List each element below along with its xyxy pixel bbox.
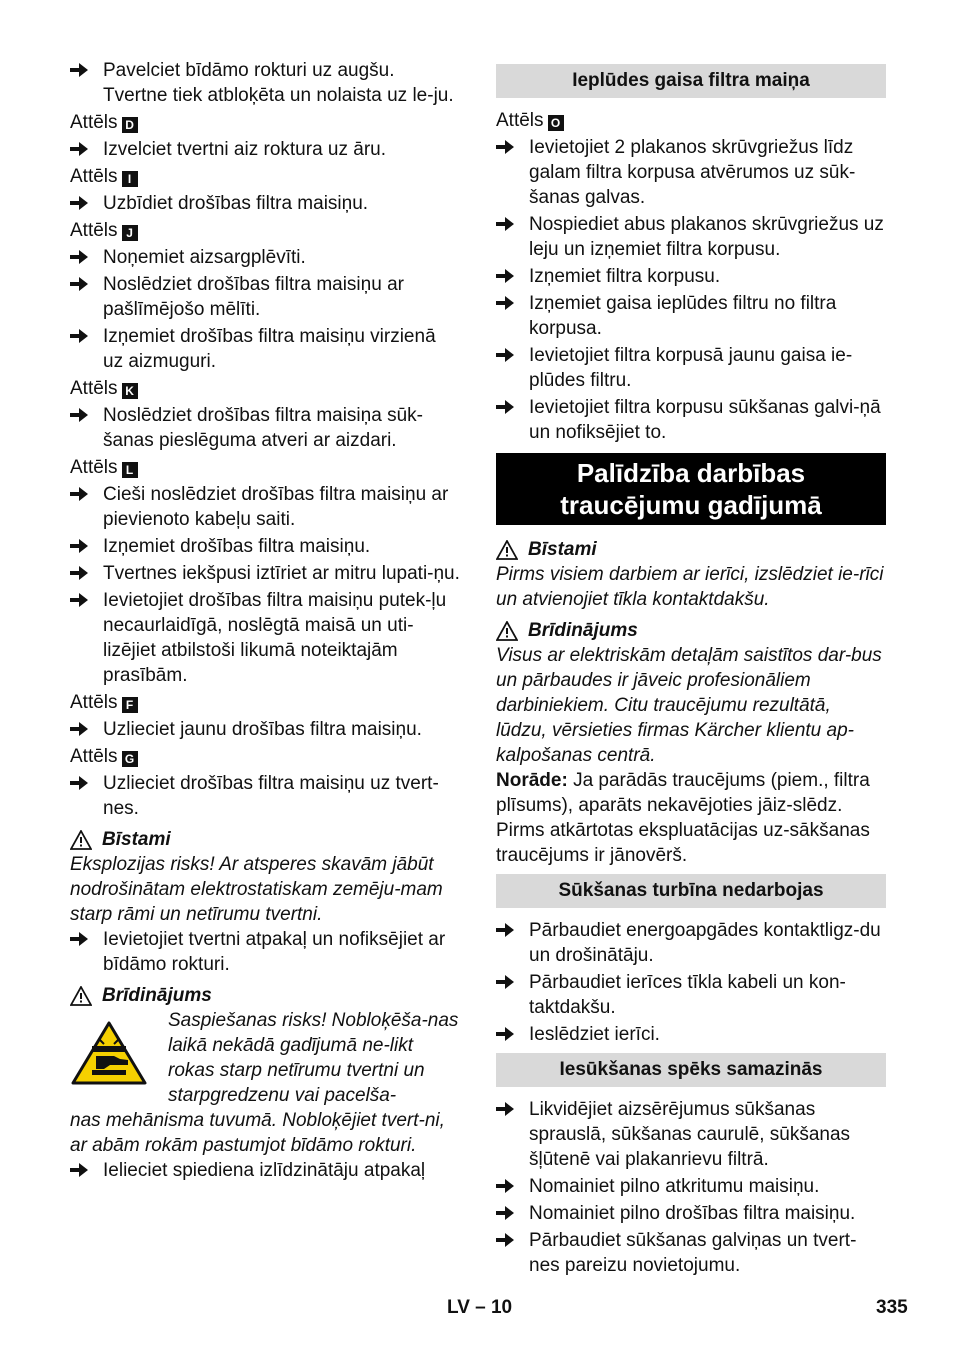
arrow-icon [496,395,529,420]
danger-text: Eksplozijas risks! Ar atsperes skavām jābūt nodrošinātam elektrostatiskam zemēju-mam starp rāmi un netīrumu tvertni. [70,854,443,925]
warning-heading: Brīdinājums [496,618,886,643]
danger-heading: Bīstami [70,827,460,852]
arrow-icon [70,927,103,952]
warning-heading: Brīdinājums [70,983,460,1008]
list-item: Nomainiet pilno atkritumu maisiņu. [496,1174,886,1199]
list-item: Noņemiet aizsargplēvīti. [70,245,460,270]
arrow-icon [496,1228,529,1253]
arrow-icon [496,1022,529,1047]
arrow-icon [70,403,103,428]
list-item: Nomainiet pilno drošības filtra maisiņu. [496,1201,886,1226]
list-item: Izņemiet gaisa ieplūdes filtru no filtra korpusa. [496,291,886,341]
figure-ref: Attēls O [496,108,886,133]
arrow-icon [496,1097,529,1122]
arrow-icon [70,137,103,162]
section-heading: Sūkšanas turbīna nedarbojas [496,874,886,908]
chapter-heading: Palīdzība darbības traucējumu gadījumā [496,453,886,525]
list-item: Noslēdziet drošības filtra maisiņu ar pašlīmējošo mēlīti. [70,272,460,322]
pinch-warning [70,1008,460,1108]
list-item: Pārbaudiet sūkšanas galviņas un tvert-nes pareizu novietojumu. [496,1228,886,1278]
left-column [70,58,460,1185]
list-item: Pavelciet bīdāmo rokturi uz augšu. Tvertne tiek atbloķēta un nolaista uz le-ju. [70,58,460,108]
list-item: Ielieciet spiediena izlīdzinātāju atpakaļ [70,1158,460,1183]
arrow-icon [70,561,103,586]
arrow-icon [496,970,529,995]
list-item: Ievietojiet filtra korpusā jaunu gaisa ie-plūdes filtru. [496,343,886,393]
figure-ref: Attēls G [70,744,460,769]
page-number: 335 [876,1297,908,1318]
arrow-icon [70,58,103,83]
danger-heading: Bīstami [496,537,886,562]
note-paragraph: Norāde: Ja parādās traucējums (piem., filtra plīsums), aparāts nekavējoties jāiz-slēdz. Pirms atkārtotas ekspluatācijas uz-sākšanas traucējums ir jānovērš. [496,770,870,866]
figure-ref: Attēls K [70,376,460,401]
warning-triangle-icon [70,830,92,850]
figure-ref: Attēls I [70,164,460,189]
arrow-icon [70,771,103,796]
figure-ref: Attēls L [70,455,460,480]
list-item: Nospiediet abus plakanos skrūvgriežus uz leju un izņemiet filtra korpusu. [496,212,886,262]
list-item: Ievietojiet filtra korpusu sūkšanas galvi-ņā un nofiksējiet to. [496,395,886,445]
list-item: Izņemiet drošības filtra maisiņu. [70,534,460,559]
danger-text: Pirms visiem darbiem ar ierīci, izslēdziet ie-rīci un atvienojiet tīkla kontaktdakšu. [496,564,884,610]
arrow-icon [496,343,529,368]
list-item: Uzlieciet drošības filtra maisiņu uz tvert-nes. [70,771,460,821]
figure-ref: Attēls F [70,690,460,715]
arrow-icon [70,482,103,507]
pinch-warning-text-a: Saspiešanas risks! Nobloķēša-nas laikā nekādā gadījumā ne-likt rokas starp netīrumu tvertni un starpgredzenu vai pacelša- [168,1010,459,1106]
right-column [496,64,886,1280]
list-item: Ievietojiet drošības filtra maisiņu putek-ļu necaurlaidīgā, noslēgtā maisā un uti-lizējiet atbilstoši likumā noteiktajām prasībām. [70,588,460,688]
list-item: Uzbīdiet drošības filtra maisiņu. [70,191,460,216]
list-item: Izvelciet tvertni aiz roktura uz āru. [70,137,460,162]
page-label: LV – 10 [447,1297,513,1318]
arrow-icon [70,1158,103,1183]
list-item: Tvertnes iekšpusi iztīriet ar mitru lupati-ņu. [70,561,460,586]
arrow-icon [70,245,103,270]
arrow-icon [496,264,529,289]
arrow-icon [496,212,529,237]
arrow-icon [496,1174,529,1199]
list-item: Pārbaudiet ierīces tīkla kabeli un kon-taktdakšu. [496,970,886,1020]
arrow-icon [70,588,103,613]
arrow-icon [496,918,529,943]
section-heading: Iesūkšanas spēks samazinās [496,1053,886,1087]
list-item: Ievietojiet tvertni atpakaļ un nofiksējiet ar bīdāmo rokturi. [70,927,460,977]
hand-crush-hazard-icon [70,1008,168,1108]
arrow-icon [496,135,529,160]
list-item: Cieši noslēdziet drošības filtra maisiņu ar pievienoto kabeļu saiti. [70,482,460,532]
arrow-icon [70,191,103,216]
figure-ref: Attēls D [70,110,460,135]
arrow-icon [70,272,103,297]
pinch-warning-text-b: nas mehānisma tuvumā. Nobloķējiet tvert-ni, ar abām rokām pastumjot bīdāmo rokturi. [70,1110,445,1156]
list-item: Ievietojiet 2 plakanos skrūvgriežus līdz galam filtra korpusa atvērumos uz sūk-šanas galvas. [496,135,886,210]
arrow-icon [70,324,103,349]
list-item: Pārbaudiet energoapgādes kontaktligz-du un drošinātāju. [496,918,886,968]
warning-triangle-icon [496,621,518,641]
warning-triangle-icon [70,986,92,1006]
list-item: Izņemiet drošības filtra maisiņu virzienā uz aizmuguri. [70,324,460,374]
arrow-icon [496,291,529,316]
list-item: Ieslēdziet ierīci. [496,1022,886,1047]
list-item: Uzlieciet jaunu drošības filtra maisiņu. [70,717,460,742]
section-heading: Ieplūdes gaisa filtra maiņa [496,64,886,98]
arrow-icon [496,1201,529,1226]
warning-triangle-icon [496,540,518,560]
list-item: Noslēdziet drošības filtra maisiņa sūk-šanas pieslēguma atveri ar aizdari. [70,403,460,453]
list-item: Izņemiet filtra korpusu. [496,264,886,289]
arrow-icon [70,717,103,742]
warning-text: Visus ar elektriskām detaļām saistītos dar-bus un pārbaudes ir jāveic profesionāliem darbiniekiem. Citu traucējumu rezultātā, lūdzu, vērsieties firmas Kärcher klientu ap-kalpošanas centrā. [496,645,882,766]
figure-ref: Attēls J [70,218,460,243]
arrow-icon [70,534,103,559]
list-item: Likvidējiet aizsērējumus sūkšanas sprauslā, sūkšanas caurulē, sūkšanas šļūtenē vai plakanrievu filtrā. [496,1097,886,1172]
